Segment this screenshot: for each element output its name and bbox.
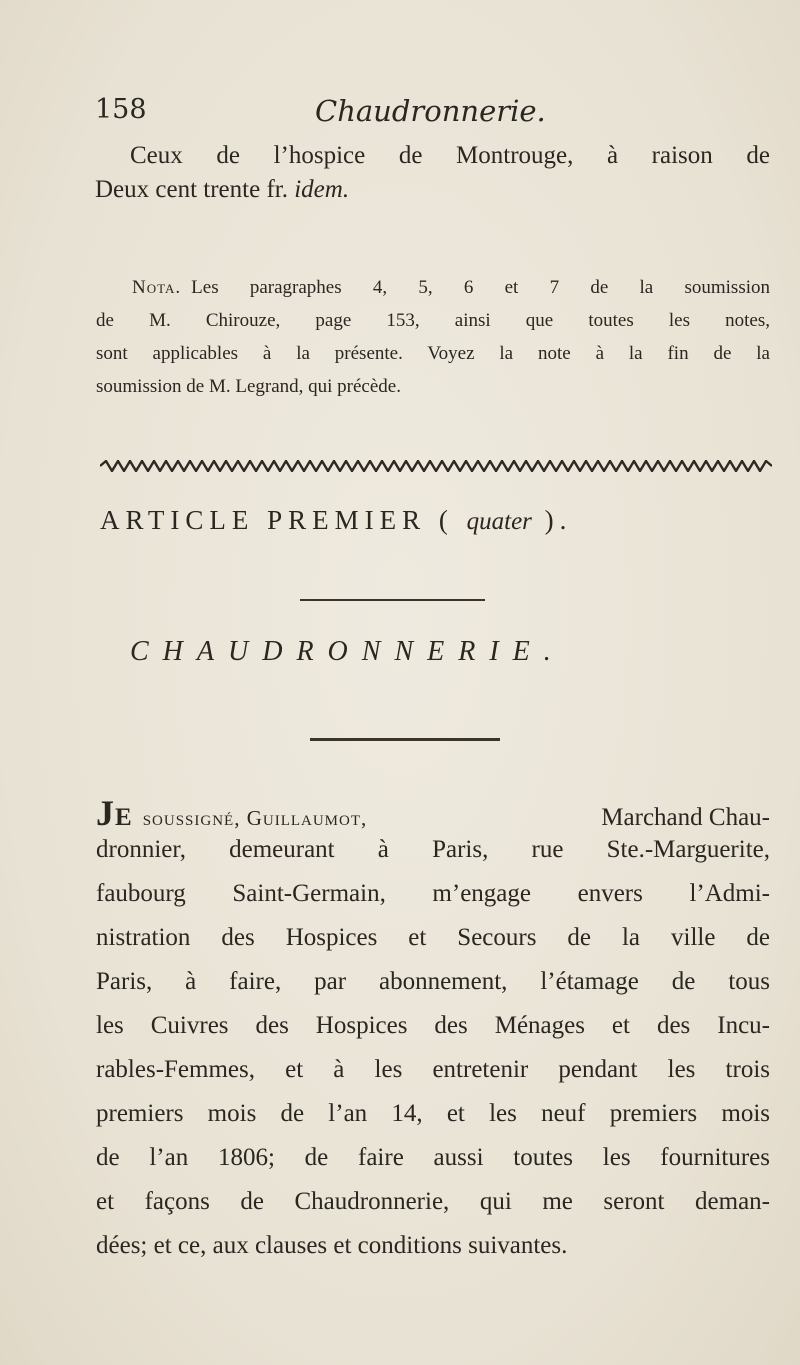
note-line-2: de M. Chirouze, page 153, ainsi que toutes les notes,	[96, 310, 770, 331]
body-line-6: les Cuivres des Hospices des Ménages et des Incu-	[96, 1012, 770, 1039]
body-line-3: faubourg Saint-Germain, m’engage envers l’Admi-	[96, 880, 770, 907]
article-heading	[100, 505, 780, 536]
section-title: CHAUDRONNERIE.	[130, 636, 565, 667]
note-line-3: sont applicables à la présente. Voyez la note à la fin de la	[96, 343, 770, 364]
intro-line-1: Ceux de l’hospice de Montrouge, à raison de	[130, 142, 770, 169]
intro-line-2-text: Deux cent trente fr.	[95, 176, 288, 203]
ornament-zigzag	[100, 461, 772, 471]
article-heading-quater: quater	[466, 508, 532, 535]
page-header	[95, 94, 775, 134]
note-line-1	[132, 277, 770, 299]
body-line-8: premiers mois de l’an 14, et les neuf premiers mois	[96, 1100, 770, 1127]
intro-idem: idem.	[294, 176, 350, 203]
body-line-10: et façons de Chaudronnerie, qui me seront deman-	[96, 1188, 770, 1215]
body-line-2: dronnier, demeurant à Paris, rue Ste.-Marguerite,	[96, 836, 770, 863]
page-number: 158	[95, 94, 147, 125]
signatory-name: soussigné, Guillaumot,	[142, 806, 368, 830]
body-line-1-text: Marchand Chau-	[601, 804, 770, 831]
intro-line-2	[95, 176, 349, 204]
ornamental-divider	[100, 460, 772, 472]
body-line-1	[96, 792, 770, 834]
drop-cap: Je	[96, 793, 133, 833]
note-label: Nota.	[132, 277, 182, 298]
article-heading-close: ).	[544, 505, 573, 535]
body-line-7: rables-Femmes, et à les entretenir pendant les trois	[96, 1056, 770, 1083]
note-line-1-text: Les paragraphes 4, 5, 6 et 7 de la soumission	[191, 277, 770, 298]
upper-rule	[300, 599, 485, 601]
article-heading-text: ARTICLE PREMIER (	[100, 505, 454, 535]
lower-rule	[310, 738, 500, 741]
body-line-9: de l’an 1806; de faire aussi toutes les fournitures	[96, 1144, 770, 1171]
body-line-5: Paris, à faire, par abonnement, l’étamage de tous	[96, 968, 770, 995]
body-line-4: nistration des Hospices et Secours de la ville de	[96, 924, 770, 951]
running-title: Chaudronnerie.	[315, 94, 546, 128]
body-line-11: dées; et ce, aux clauses et conditions suivantes.	[96, 1232, 568, 1259]
note-line-4: soumission de M. Legrand, qui précède.	[96, 376, 401, 397]
